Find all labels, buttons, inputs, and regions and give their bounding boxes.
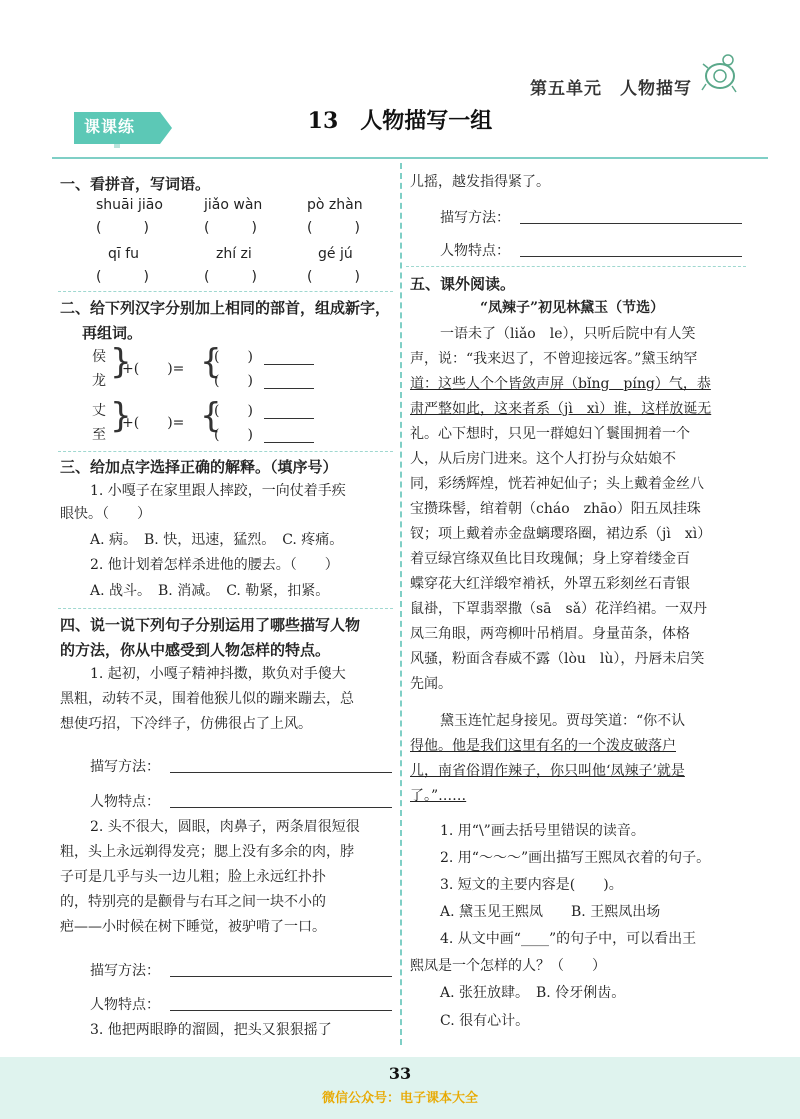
method-label-3: 描写方法： xyxy=(440,210,510,226)
s5-q2: 2. 用“～～～”画出描写王熙凤衣着的句子。 xyxy=(440,850,711,866)
section2-title-2: 再组词。 xyxy=(82,324,143,342)
para1-line6: 人，从后房门进来。这个人打扮与众姑娘不 xyxy=(410,451,676,467)
s3-q1-options: A. 病。 B. 快，迅速，猛烈。 C. 疼痛。 xyxy=(90,532,344,548)
section-separator xyxy=(58,608,393,609)
para1-line15: 先闻。 xyxy=(410,676,452,692)
para1-line11: 蝶穿花大红洋缎窄褃袄，外罩五彩刻丝石青银 xyxy=(410,576,690,592)
new-char-4[interactable]: ( ) xyxy=(214,427,253,443)
page-number: 33 xyxy=(388,1064,412,1083)
para1-line13: 凤三角眼，两弯柳叶吊梢眉。身量苗条，体格 xyxy=(410,626,690,642)
trait-blank-2[interactable] xyxy=(170,996,392,1011)
s4-p3-line2: 儿摇，越发指得紧了。 xyxy=(410,174,550,190)
s4-p1-line1: 1. 起初，小嘎子精神抖擞，欺负对手傻大 xyxy=(90,666,346,682)
para1-line2: 声，说：“我来迟了，不曾迎接远客。”黛玉纳罕 xyxy=(410,351,698,367)
answer-paren-4[interactable]: ( ) xyxy=(96,269,149,285)
section4-title-2: 的方法，你从中感受到人物怎样的特点。 xyxy=(60,641,331,659)
answer-paren-3[interactable]: ( ) xyxy=(307,220,360,236)
header-divider xyxy=(52,157,768,159)
pinyin-6: gé jú xyxy=(318,246,353,262)
answer-paren-1[interactable]: ( ) xyxy=(96,220,149,236)
answer-paren-2[interactable]: ( ) xyxy=(204,220,257,236)
char-hou: 侯 xyxy=(92,349,106,365)
section-separator xyxy=(406,266,746,267)
char-long: 龙 xyxy=(92,373,106,389)
section5-title: 五、课外阅读。 xyxy=(410,275,516,293)
unit-title: 第五单元 人物描写 xyxy=(530,79,692,99)
lesson-number: 13 xyxy=(307,108,339,134)
para2-line2: 得他。他是我们这里有名的一个泼皮破落户 xyxy=(410,738,676,754)
word-blank-2[interactable] xyxy=(264,374,314,389)
s4-p2-line2: 粗，头上永远剃得发亮；腮上没有多余的肉，脖 xyxy=(60,844,354,860)
pinyin-5: zhí zi xyxy=(216,246,252,262)
para2-line4: 了。”…… xyxy=(410,788,467,804)
lesson-title: 人物描写一组 xyxy=(360,108,493,134)
s5-q4-line2[interactable]: 熙凤是一个怎样的人？（ ） xyxy=(410,958,606,974)
method-label-1: 描写方法： xyxy=(90,759,160,775)
para2-line3: 儿，南省俗谓作辣子，你只叫他‘凤辣子’就是 xyxy=(410,763,685,779)
radical-input-1[interactable]: +( )= xyxy=(122,361,185,377)
word-blank-4[interactable] xyxy=(264,428,314,443)
trait-blank-1[interactable] xyxy=(170,793,392,808)
section-separator xyxy=(58,291,393,292)
para1-line7: 同，彩绣辉煌，恍若神妃仙子；头上戴着金丝八 xyxy=(410,476,704,492)
trait-label-3: 人物特点： xyxy=(440,243,510,259)
section1-title: 一、看拼音，写词语。 xyxy=(60,175,211,193)
word-blank-1[interactable] xyxy=(264,350,314,365)
section3-title: 三、给加点字选择正确的解释。（填序号） xyxy=(60,458,338,476)
trait-blank-3[interactable] xyxy=(520,242,742,257)
s4-p2-line4: 的，特别亮的是颧骨与右耳之间一块不小的 xyxy=(60,894,326,910)
char-zhang: 丈 xyxy=(92,403,106,419)
wechat-note: 微信公众号：电子课本大全 xyxy=(321,1091,478,1106)
s4-p1-line3: 想使巧招，下冷绊子，仿佛很占了上风。 xyxy=(60,716,312,732)
para1-line1: 一语未了（liǎo le），只听后院中有人笑 xyxy=(440,326,696,342)
lesson-heading xyxy=(0,104,800,135)
new-char-3[interactable]: ( ) xyxy=(214,403,253,419)
turtle-decoration-icon xyxy=(698,50,740,96)
para1-line12: 鼠褂，下罩翡翠撒（sā sǎ）花洋绉裙。一双丹 xyxy=(410,601,708,617)
s5-q4-options: A. 张狂放肆。 B. 伶牙俐齿。 xyxy=(440,985,626,1001)
s5-q4-line1: 4. 从文中画“____”的句子中，可以看出王 xyxy=(440,931,697,947)
para1-line4: 肃严整如此，这来者系（jì xì）谁，这样放诞无 xyxy=(410,401,712,417)
answer-paren-5[interactable]: ( ) xyxy=(204,269,257,285)
s3-q1-line1: 1. 小嘎子在家里跟人摔跤，一向仗着手疾 xyxy=(90,483,346,499)
para1-line14: 风骚，粉面含春威不露（lòu lù），丹唇未启笑 xyxy=(410,651,705,667)
s3-q1-line2[interactable]: 眼快。（ ） xyxy=(60,506,151,522)
radical-input-2[interactable]: +( )= xyxy=(122,415,185,431)
method-label-2: 描写方法： xyxy=(90,963,160,979)
s5-q1: 1. 用“\”画去括号里错误的读音。 xyxy=(440,823,645,839)
s4-p3-line1: 3. 他把两眼睁的溜圆，把头又狠狠摇了 xyxy=(90,1022,332,1038)
s3-q2[interactable]: 2. 他计划着怎样杀进他的腰去。（ ） xyxy=(90,557,339,573)
pinyin-2: jiǎo wàn xyxy=(204,197,263,213)
para1-line5: 礼。心下想时，只见一群媳妇丫鬟围拥着一个 xyxy=(410,426,690,442)
brace-icon: } xyxy=(110,342,132,382)
word-blank-3[interactable] xyxy=(264,404,314,419)
brace-icon: { xyxy=(200,342,222,382)
pinyin-4: qī fu xyxy=(108,246,140,262)
s3-q2-options: A. 战斗。 B. 消减。 C. 勒紧，扣紧。 xyxy=(90,583,330,599)
section2-title-1: 二、给下列汉字分别加上相同的部首，组成新字， xyxy=(60,299,391,317)
trait-label-1: 人物特点： xyxy=(90,794,160,810)
pinyin-3: pò zhàn xyxy=(307,197,363,213)
trait-label-2: 人物特点： xyxy=(90,997,160,1013)
method-blank-2[interactable] xyxy=(170,962,392,977)
s4-p2-line3: 子可是几乎与头一边儿粗；脸上永远红扑扑 xyxy=(60,869,326,885)
s4-p2-line5: 疤——小时候在树下睡觉，被驴啃了一口。 xyxy=(60,919,326,935)
article-title: “凤辣子”初见林黛玉（节选） xyxy=(480,300,665,316)
new-char-2[interactable]: ( ) xyxy=(214,373,253,389)
s5-q3-options: A. 黛玉见王熙凤 B. 王熙凤出场 xyxy=(440,904,661,920)
section-separator xyxy=(58,451,393,452)
para1-line3: 道：这些人个个皆敛声屏（bǐng píng）气，恭 xyxy=(410,376,711,392)
s5-q3[interactable]: 3. 短文的主要内容是( )。 xyxy=(440,877,623,893)
s4-p1-line2: 黑粗，动转不灵，围着他猴儿似的蹦来蹦去，总 xyxy=(60,691,354,707)
char-zhi: 至 xyxy=(92,427,106,443)
s5-q4-option-c: C. 很有心计。 xyxy=(440,1013,530,1029)
para2-line1: 黛玉连忙起身接见。贾母笑道：“你不认 xyxy=(440,713,686,729)
para1-line10: 着豆绿宫绦双鱼比目玫瑰佩；身上穿着缕金百 xyxy=(410,551,690,567)
answer-paren-6[interactable]: ( ) xyxy=(307,269,360,285)
column-divider xyxy=(400,163,402,1045)
new-char-1[interactable]: ( ) xyxy=(214,349,253,365)
s4-p2-line1: 2. 头不很大，圆眼，肉鼻子，两条眉很短很 xyxy=(90,819,360,835)
para1-line9: 钗；项上戴着赤金盘螭璎珞圈，裙边系（jì xì） xyxy=(410,526,712,542)
method-blank-3[interactable] xyxy=(520,209,742,224)
badge-label: 课课练 xyxy=(84,117,136,136)
brace-icon: { xyxy=(200,396,222,436)
section4-title-1: 四、说一说下列句子分别运用了哪些描写人物 xyxy=(60,616,361,634)
pinyin-1: shuāi jiāo xyxy=(96,197,163,213)
brace-icon: } xyxy=(110,396,132,436)
method-blank-1[interactable] xyxy=(170,758,392,773)
para1-line8: 宝攒珠髻，绾着朝（cháo zhāo）阳五凤挂珠 xyxy=(410,501,701,517)
